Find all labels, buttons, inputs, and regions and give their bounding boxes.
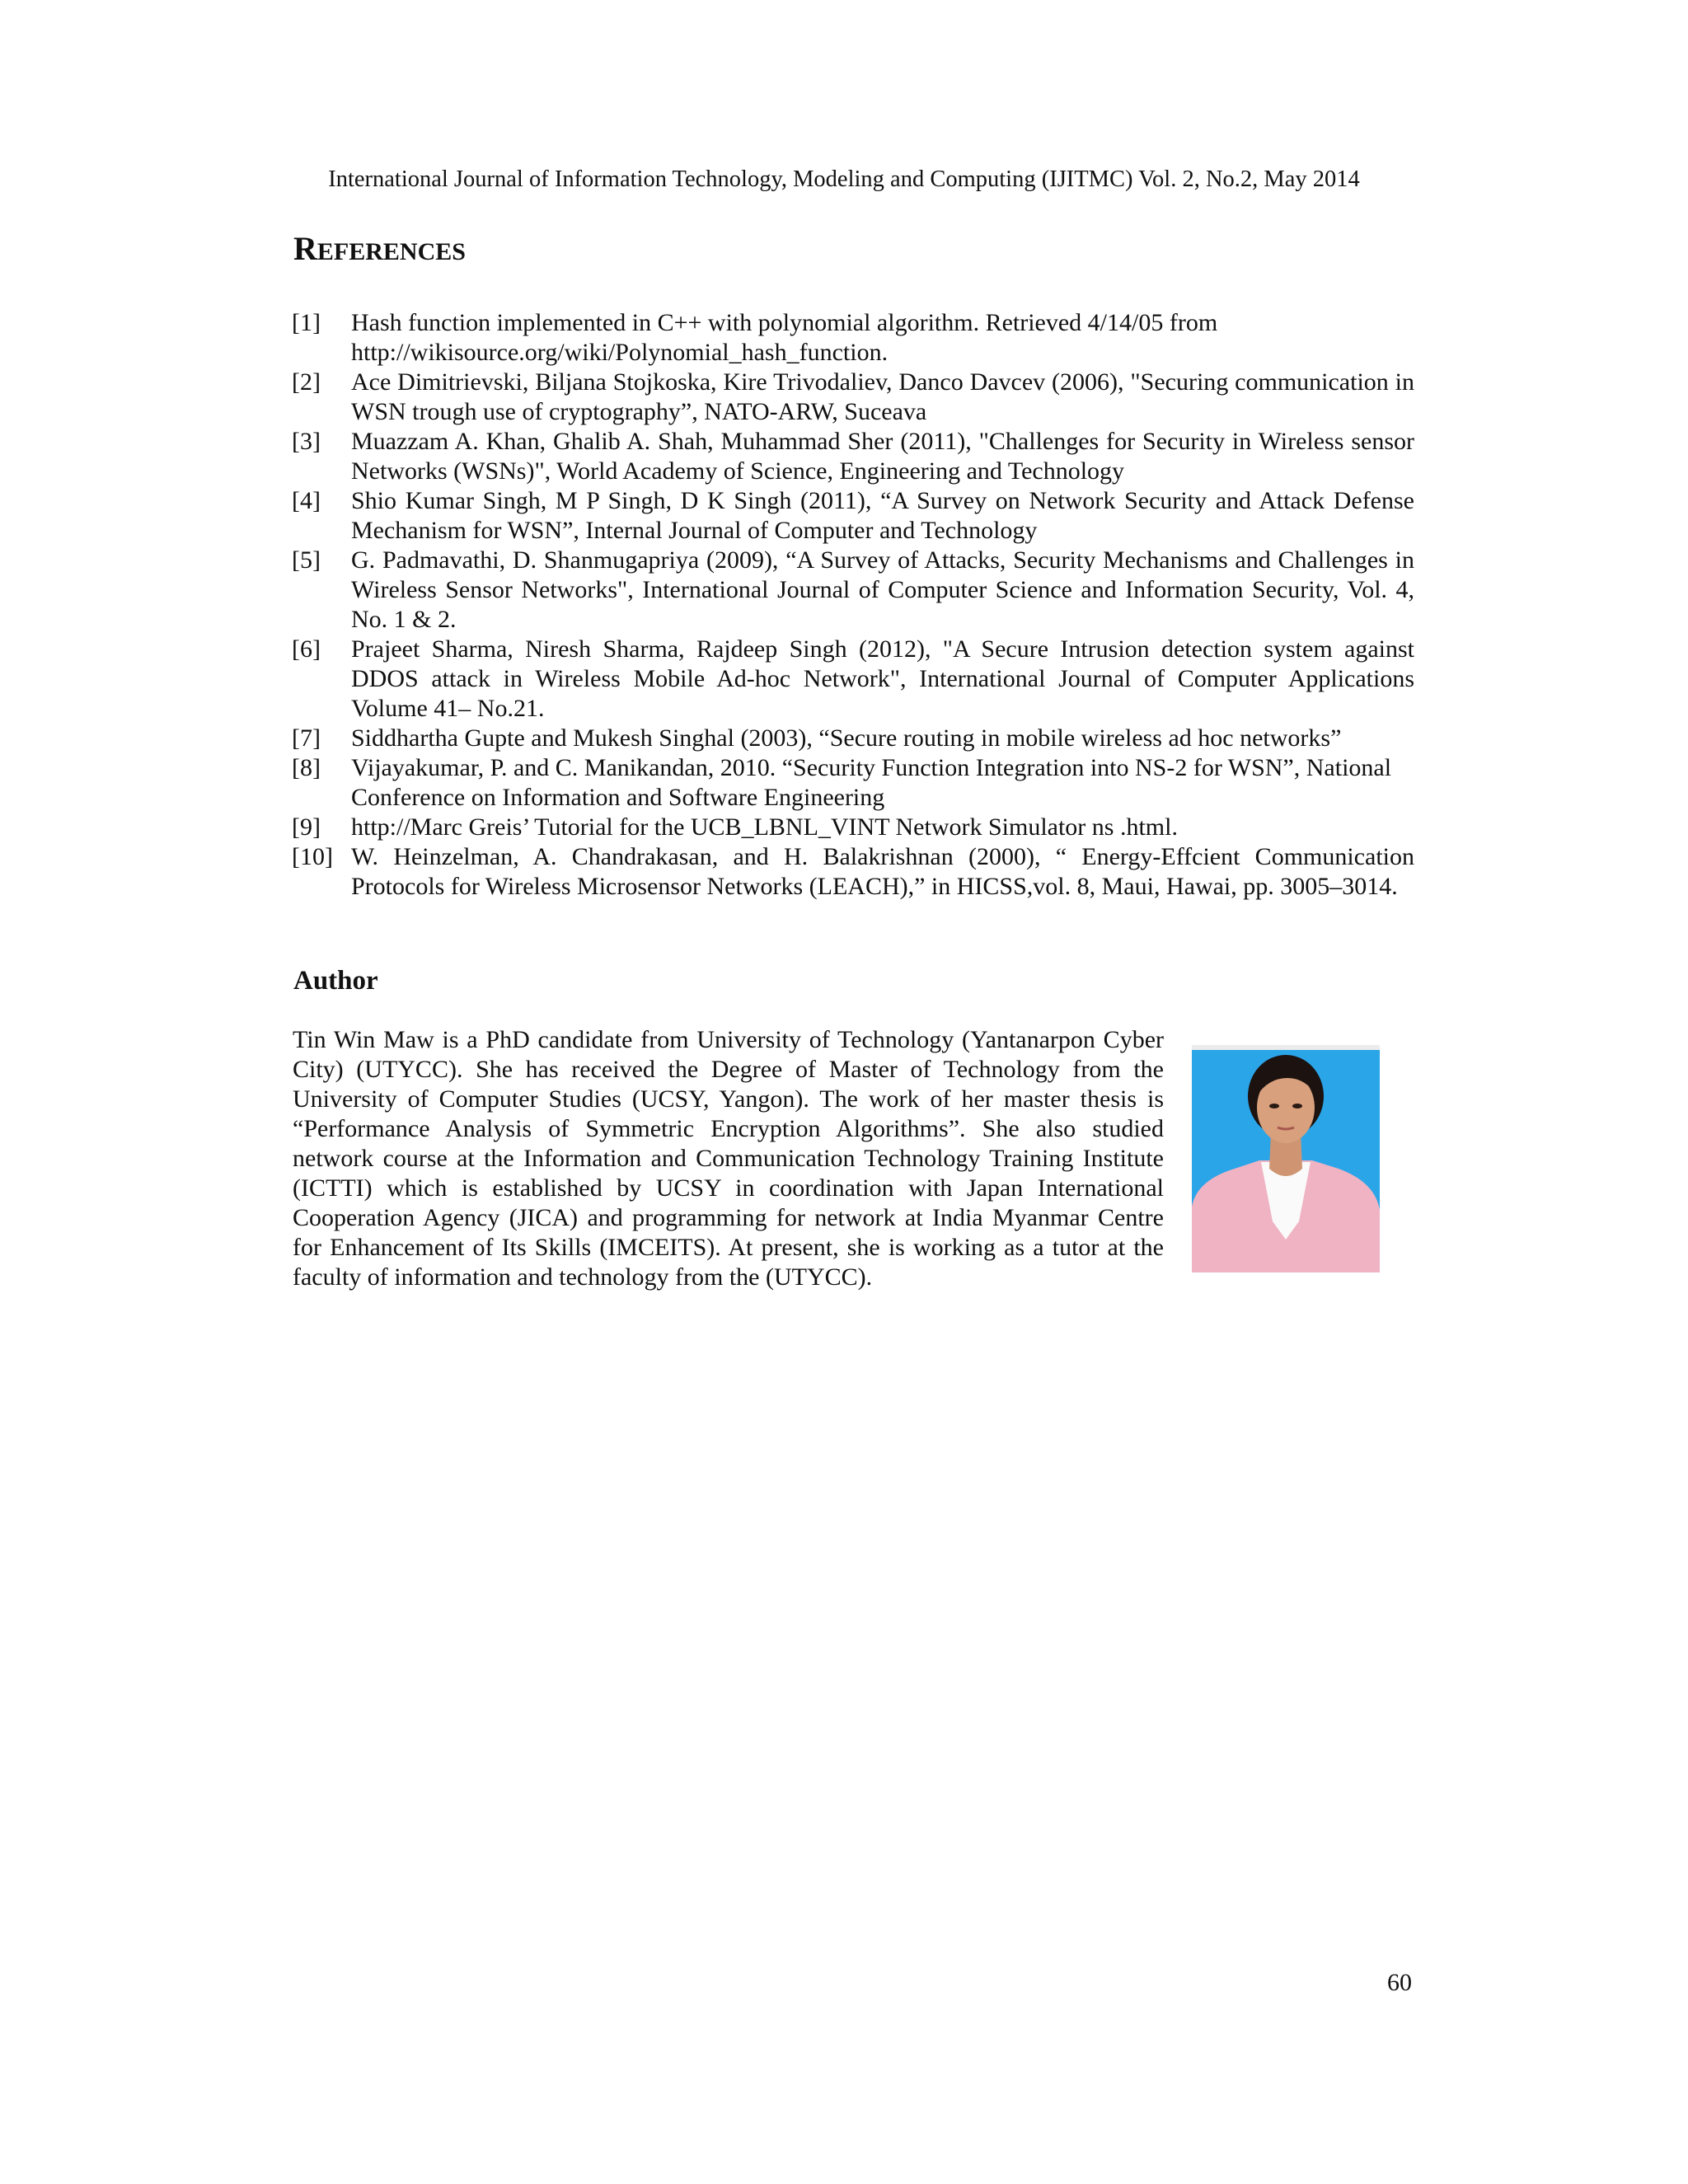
reference-text: http://Marc Greis’ Tutorial for the UCB_LBNL_VINT Network Simulator ns .html. [351, 813, 1178, 841]
reference-text: Vijayakumar, P. and C. Manikandan, 2010. “Security Function Integration into NS-2 for WSN”, National Conference on Information and Software Engineering [351, 754, 1392, 811]
reference-item [292, 635, 1414, 724]
author-photo [1192, 1045, 1380, 1272]
references-heading-initial: R [293, 230, 317, 267]
reference-number: [3] [292, 428, 321, 455]
reference-number: [9] [292, 813, 321, 841]
reference-item [292, 813, 1414, 842]
reference-item [292, 308, 1414, 368]
reference-item [292, 842, 1414, 902]
reference-text: Hash function implemented in C++ with polynomial algorithm. Retrieved 4/14/05 from http://wikisource.org/wiki/Polynomial_hash_function. [351, 309, 1218, 366]
reference-item [292, 724, 1414, 753]
photo-top-strip [1192, 1045, 1380, 1050]
reference-text: W. Heinzelman, A. Chandrakasan, and H. Balakrishnan (2000), “ Energy-Effcient Communication Protocols for Wireless Microsensor Networks (LEACH),” in HICSS,vol. 8, Maui, Hawai, pp. 3005–3014. [351, 843, 1414, 900]
reference-item [292, 753, 1414, 813]
running-head: International Journal of Information Technology, Modeling and Computing (IJITMC) Vol. 2, No.2, May 2014 [328, 166, 1360, 192]
author-heading: Author [293, 966, 378, 996]
author-bio: Tin Win Maw is a PhD candidate from University of Technology (Yantanarpon Cyber City) (UTYCC). She has received the Degree of Master of Technology from the University of Computer Studies (UCSY, Yangon). The work of her master thesis is “Performance Analysis of Symmetric Encryption Algorithms”. She also studied network course at the Information and Communication Technology Training Institute (ICTTI) which is established by UCSY in coordination with Japan International Cooperation Agency (JICA) and programming for network at India Myanmar Centre for Enhancement of Its Skills (IMCEITS). At present, she is working as a tutor at the faculty of information and technology from the (UTYCC). [293, 1026, 1164, 1291]
reference-item [292, 486, 1414, 546]
reference-text: Muazzam A. Khan, Ghalib A. Shah, Muhammad Sher (2011), "Challenges for Security in Wireless sensor Networks (WSNs)", World Academy of Science, Engineering and Technology [351, 428, 1414, 485]
reference-number: [1] [292, 309, 321, 336]
reference-number: [6] [292, 635, 321, 663]
references-heading [293, 231, 466, 270]
reference-number: [5] [292, 546, 321, 574]
reference-number: [7] [292, 724, 321, 752]
reference-number: [10] [292, 843, 333, 870]
references-heading-rest: EFERENCES [316, 238, 466, 265]
references-list [292, 308, 1414, 902]
reference-item [292, 546, 1414, 635]
reference-number: [4] [292, 487, 321, 514]
reference-item [292, 427, 1414, 486]
reference-item [292, 368, 1414, 427]
reference-number: [8] [292, 754, 321, 781]
reference-text: Shio Kumar Singh, M P Singh, D K Singh (2011), “A Survey on Network Security and Attack Defense Mechanism for WSN”, Internal Journal of Computer and Technology [351, 487, 1414, 544]
reference-text: Ace Dimitrievski, Biljana Stojkoska, Kire Trivodaliev, Danco Davcev (2006), "Securing communication in WSN trough use of cryptography”, NATO-ARW, Suceava [351, 368, 1414, 425]
reference-text: Siddhartha Gupte and Mukesh Singhal (2003), “Secure routing in mobile wireless ad hoc networks” [351, 724, 1342, 752]
reference-text: G. Padmavathi, D. Shanmugapriya (2009), “A Survey of Attacks, Security Mechanisms and Challenges in Wireless Sensor Networks", International Journal of Computer Science and Information Security, Vol. 4, No. 1 & 2. [351, 546, 1414, 633]
reference-text: Prajeet Sharma, Niresh Sharma, Rajdeep Singh (2012), "A Secure Intrusion detection system against DDOS attack in Wireless Mobile Ad-hoc Network", International Journal of Computer Applications Volume 41– No.21. [351, 635, 1414, 722]
reference-number: [2] [292, 368, 321, 396]
page-number: 60 [1387, 1969, 1412, 1996]
